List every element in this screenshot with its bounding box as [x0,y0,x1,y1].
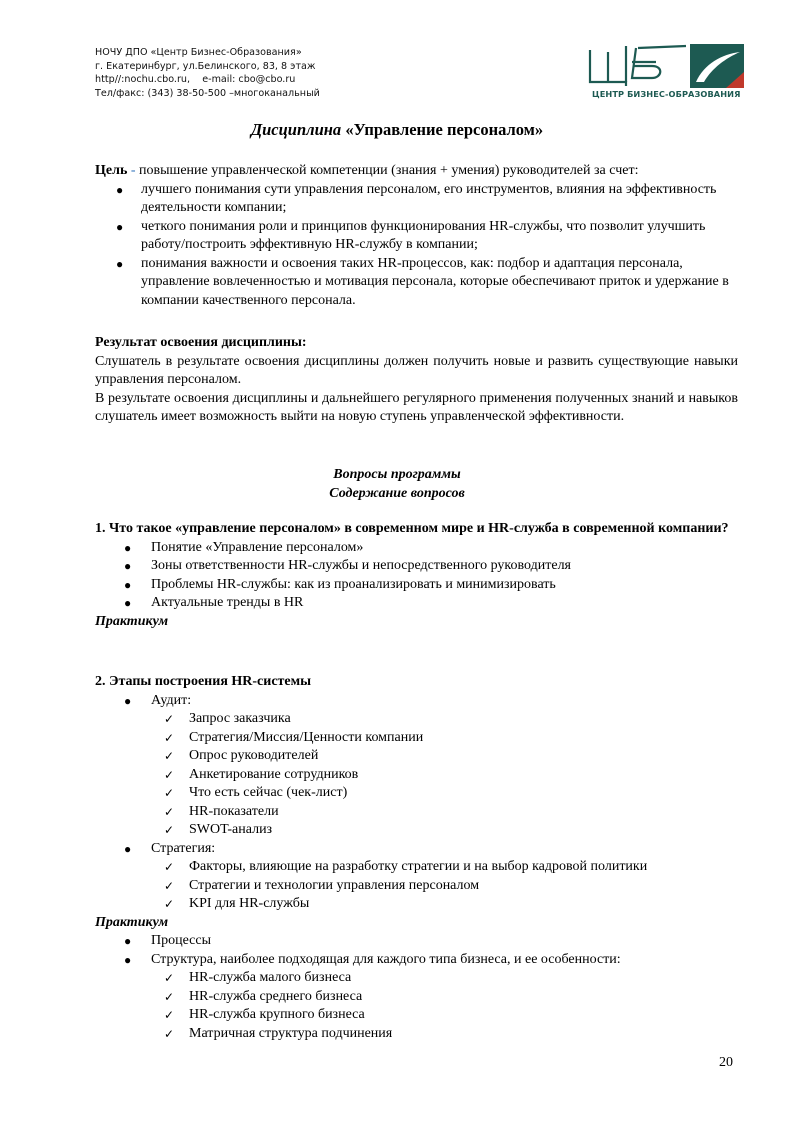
result-heading: Результат освоения дисциплины: [95,335,307,350]
bullet-icon: ● [116,182,124,197]
check-item-text: HR-служба малого бизнеса [189,970,352,985]
check-item-text: Что есть сейчас (чек-лист) [189,785,348,800]
program-heading [0,465,794,503]
list-item-structure [95,951,738,970]
check-icon: ✓ [164,897,175,911]
section-1 [95,520,738,631]
check-item [95,1006,738,1025]
list-item-text: Аудит: [151,692,192,708]
structure-checklist [95,969,738,1043]
bullet-icon: ● [124,934,132,948]
check-item-text: Матричная структура подчинения [189,1025,393,1041]
list-item-text: Понятие «Управление персоналом» [151,539,364,555]
check-item [95,821,738,840]
check-item-text: Запрос заказчика [189,711,291,726]
check-icon: ✓ [164,971,175,985]
bullet-icon: ● [124,693,132,708]
check-item-text: HR-показатели [189,803,279,819]
check-icon: ✓ [164,712,175,726]
section-2-list-strategy [95,840,738,859]
organization-header [95,46,320,100]
goal-label: Цель [95,163,128,178]
header-line-phone: Тел/факс: (343) 38-50-500 –многоканальный [95,87,320,99]
goal-text: повышение управленческой компетенции (знания + умения) руководителей за счет: [139,163,639,178]
practicum-label: Практикум [95,613,169,629]
check-icon: ✓ [164,767,175,782]
check-item [95,895,738,914]
bullet-icon: ● [124,559,132,573]
bullet-icon: ● [116,256,124,271]
section-2-heading: 2. Этапы построения HR-системы [95,674,312,689]
list-item-audit [95,692,738,711]
title-prefix: Дисциплина [250,120,342,139]
list-item-processes [95,932,738,951]
list-item-text: Процессы [151,933,211,948]
section-1-heading: 1. Что такое «управление персоналом» в современном мире и HR-служба в современной компании? [95,521,729,536]
list-item [95,539,738,558]
check-item [95,784,738,803]
program-title: Вопросы программы [333,467,461,482]
list-item-text: понимания важности и освоения таких HR-процессов, как: подбор и адаптация персонала, управление вовлеченностью и мотивация персонала, которые обеспечивают приток и удержание в компании качественного персонала. [141,255,729,308]
logo-caption: ЦЕНТР БИЗНЕС-ОБРАЗОВАНИЯ [592,89,741,99]
logo-mark-icon [586,42,746,90]
check-item-text: Анкетирование сотрудников [189,766,359,782]
list-item-text: Проблемы HR-службы: как из проанализировать и минимизировать [151,576,556,592]
list-item [95,594,738,613]
check-item [95,803,738,822]
bullet-icon: ● [124,596,132,610]
check-item-text: HR-служба крупного бизнеса [189,1007,365,1022]
list-item [95,576,738,595]
bullet-icon: ● [124,841,132,856]
check-item [95,969,738,988]
check-item-text: Стратегии и технологии управления персоналом [189,877,480,893]
check-icon: ✓ [164,786,175,800]
header-line-org: НОЧУ ДПО «Центр Бизнес-Образования» [95,47,302,58]
check-item [95,747,738,766]
result-paragraph: Слушатель в результате освоения дисциплины должен получить новые и развить существующие навыки управления персоналом. [95,353,738,387]
check-icon: ✓ [164,823,175,837]
result-paragraph: В результате освоения дисциплины и дальнейшего регулярного применения полученных знаний и навыков слушатель имеет возможность выйти на новую ступень управленческой эффективности. [95,390,738,424]
list-item-text: лучшего понимания сути управления персоналом, его инструментов, влияния на эффективность деятельности компании; [141,181,717,215]
bullet-icon: ● [124,577,132,592]
check-icon: ✓ [164,1008,175,1022]
check-icon: ✓ [164,749,175,763]
check-item [95,858,738,877]
goal-list [95,181,738,311]
bullet-icon: ● [124,952,132,967]
check-item-text: KPI для HR-службы [189,896,310,911]
check-icon: ✓ [164,989,175,1004]
check-item [95,729,738,748]
bullet-icon: ● [124,540,132,555]
program-subtitle: Содержание вопросов [329,486,465,501]
audit-checklist [95,710,738,840]
result-section [95,334,738,427]
section-2-list-processes [95,932,738,969]
page-title [0,120,794,140]
title-discipline-name: «Управление персоналом» [345,120,544,139]
check-item-text: Факторы, влияющие на разработку стратегии и на выбор кадровой политики [189,859,648,874]
check-icon: ✓ [164,878,175,893]
check-item [95,766,738,785]
goal-section [95,162,738,310]
check-icon: ✓ [164,860,175,874]
check-item [95,877,738,896]
check-icon: ✓ [164,1026,175,1041]
section-2 [95,673,738,1043]
list-item-strategy [95,840,738,859]
check-item-text: Стратегия/Миссия/Ценности компании [189,729,424,745]
goal-dash: - [127,163,140,178]
list-item-text: Актуальные тренды в HR [151,595,304,610]
check-icon: ✓ [164,804,175,819]
list-item [95,557,738,576]
list-item-text: четкого понимания роли и принципов функционирования HR-службы, что позволит улучшить работу/построить эффективную HR-службу в компании; [141,218,706,252]
check-item [95,1025,738,1044]
list-item-text: Зоны ответственности HR-службы и непосредственного руководителя [151,558,571,573]
bullet-icon: ● [116,219,124,234]
list-item-text: Структура, наиболее подходящая для каждого типа бизнеса, и ее особенности: [151,951,621,967]
check-item [95,710,738,729]
check-item-text: SWOT-анализ [189,822,273,837]
goal-line [95,162,738,181]
practicum-label: Практикум [95,914,169,930]
check-item [95,988,738,1007]
section-2-list [95,692,738,711]
list-item [95,181,738,218]
check-item-text: Опрос руководителей [189,748,319,763]
strategy-checklist [95,858,738,914]
header-line-address: г. Екатеринбург, ул.Белинского, 83, 8 этаж [95,60,316,72]
list-item [95,218,738,255]
check-icon: ✓ [164,730,175,745]
section-1-list [95,539,738,613]
check-item-text: HR-служба среднего бизнеса [189,988,363,1004]
page-number: 20 [719,1055,733,1070]
list-item-text: Стратегия: [151,840,216,856]
header-line-web-email: http//:nochu.cbo.ru, e-mail: cbo@cbo.ru [95,74,296,85]
list-item [95,255,738,311]
